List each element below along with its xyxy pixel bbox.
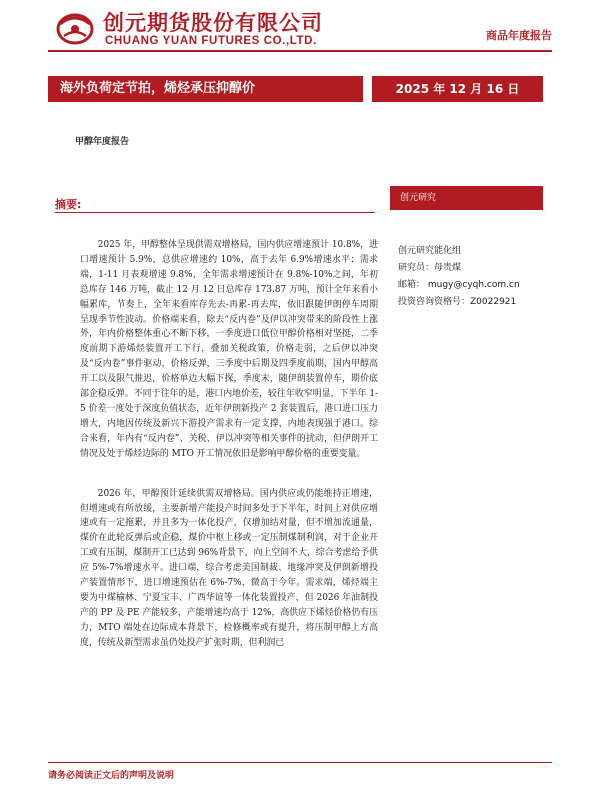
report-type-label: 商品年度报告: [486, 29, 552, 42]
company-logo-icon: [55, 8, 95, 48]
abstract-paragraph: 2025 年，甲醇整体呈现供需双增格局，国内供应增速预计 10.8%，进口增速预计 5.9%，总供应增速约 10%，高于去年 6.9%增速水平；需求端，1-11 月表观增速 9.8%，全年需求增速预计在 9.8%-10%之间，年初总库存 146 万吨，截止 12 月 12 日总库存 173.87 万吨，预计全年来看小幅累库，节奏上，全年来看库存先去-再累-再去库，依旧跟随伊朗停车周期呈现季节性波动。价格端来看，除去“反内卷”及伊以冲突带来的阶段性上涨外，年内价格整体重心不断下移，一季度进口低位甲醇价格相对坚挺，二季度前期下游烯烃装置开工下行，叠加关税政策，价格走弱，之后伊以冲突及“反内卷”事件驱动，价格反弹，三季度中后期及四季度前期，国内甲醇高开工以及限气推迟，价格单边大幅下探，季度末，随伊朗装置停车，期价底部企稳反弹。不同于往年的是，港口内地价差，较往年收窄明显，下半年 1-5 价差一度处于深度负值状态，近年伊朗新投产 2 套装置后，港口进口压力增大，内地因传统及新兴下游投产需求有一定支撑，内地表现强于港口。综合来看，年内有“反内卷”、关税、伊以冲突等相关事件的扰动，但伊朗开工情况及处于烯烃边际的 MTO 开工情况依旧是影响甲醇价格的重要变量。: [80, 240, 378, 459]
analyst-name: 研究员：母贵煤: [398, 263, 462, 273]
analyst-info: [398, 244, 548, 312]
report-subtitle: 甲醇年度报告: [75, 137, 130, 147]
abstract-divider: [55, 212, 375, 213]
research-group: 创元研究能化组: [398, 246, 462, 256]
header-divider: [48, 50, 552, 52]
analyst-email: 邮箱： mugy@cyqh.com.cn: [398, 280, 520, 290]
footer-divider: [48, 762, 552, 763]
report-date: 2025 年 12 月 16 日: [372, 76, 543, 102]
company-logo: [55, 6, 335, 52]
disclaimer-footer: 请务必阅读正文后的声明及说明: [48, 771, 175, 781]
company-name-cn: 创元期货股份有限公司: [103, 11, 323, 35]
abstract-heading: 摘要:: [55, 198, 82, 211]
sidebar-header: 创元研究: [390, 186, 543, 210]
report-title: 海外负荷定节拍，烯烃承压抑醇价: [48, 76, 363, 102]
company-name-en: CHUANG YUAN FUTURES CO.,LTD.: [105, 35, 317, 47]
abstract-paragraph: 2026 年，甲醇预计延续供需双增格局。国内供应或仍能维持正增速，但增速或有所放缓，主要新增产能投产时间多处于下半年，时间上对供应增速或有一定拖累，并且多为一体化投产，仅增加结对量，但不增加流通量，煤价在此轮反弹后或企稳，煤价中枢上移或一定压制煤制利润，对于企业开工或有压制，煤制开工已达到 96%背景下，向上空间不大，综合考虑给予供应 5%-7%增速水平。进口端，综合考虑美国制裁、地缘冲突及伊朗新增投产装置情形下，进口增速预估在 6%-7%，微高于今年。需求端，烯烃端主要为中煤榆林、宁夏宝丰、广西华谊等一体化装置投产，但 2026 年油制投产的 PP 及 PE 产能较多，产能增速均高于 12%，高供应下烯烃价格仍有压力，MTO 端处在边际成本背景下，检修概率或有提升，将压制甲醇上方高度，传统及新型需求虽仍处投产扩张时期，但利润已: [80, 488, 378, 648]
abstract-body: [80, 238, 378, 651]
analyst-license: 投资咨询资格号：Z0022921: [398, 297, 517, 307]
